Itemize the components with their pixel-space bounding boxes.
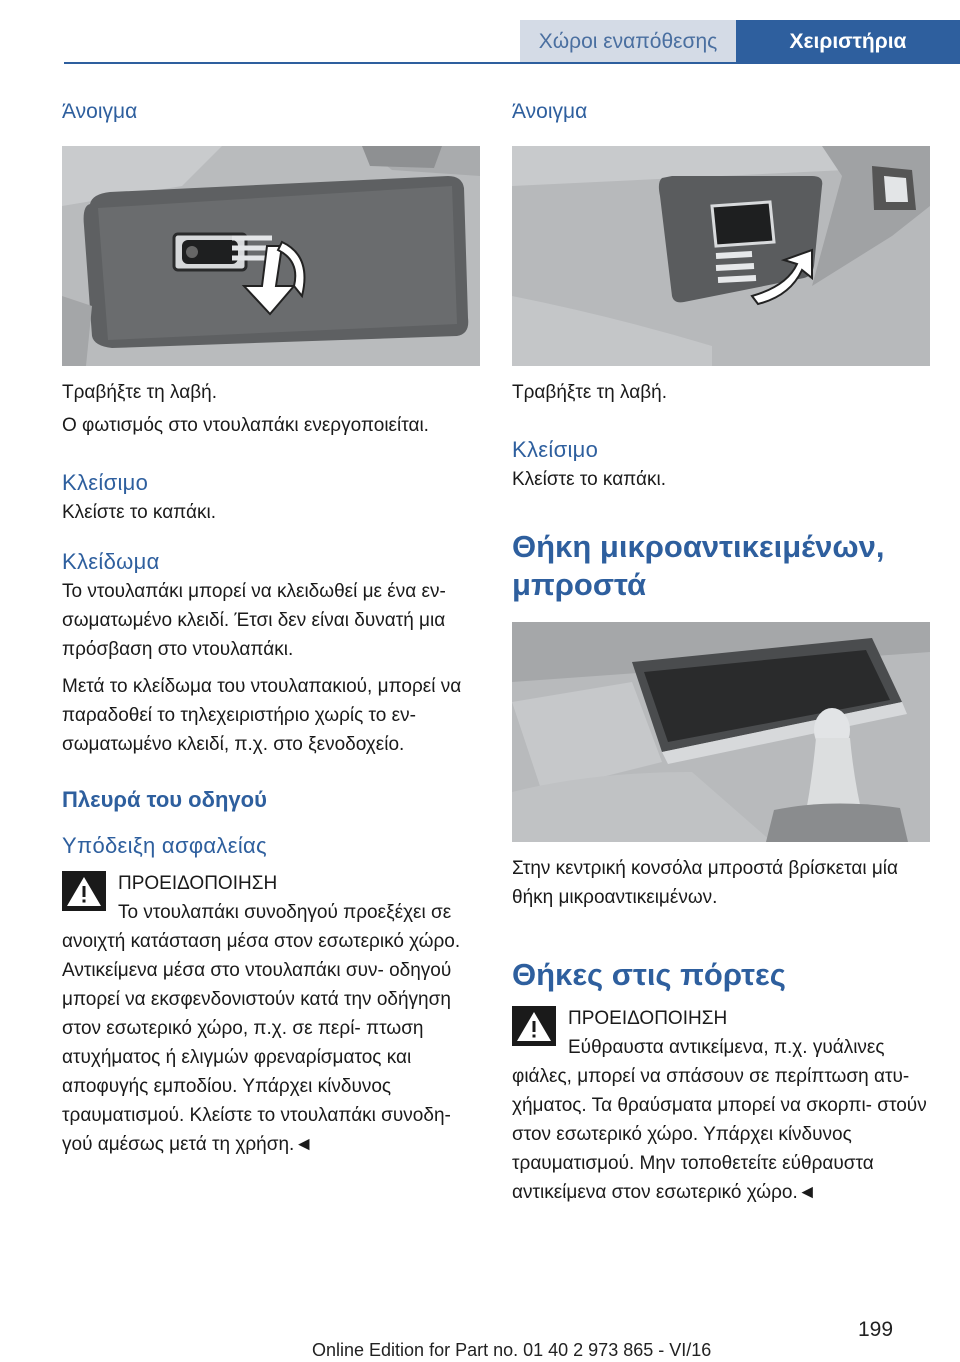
safety-note-heading: Υπόδειξη ασφαλείας bbox=[62, 833, 267, 858]
left-closing-heading: Κλείσιμο bbox=[62, 470, 149, 495]
driver-side-heading: Πλευρά του οδηγού bbox=[62, 787, 267, 812]
page-number: 199 bbox=[858, 1318, 894, 1341]
front-tray-figure bbox=[512, 622, 930, 842]
page-header bbox=[0, 0, 960, 62]
header-section-tab: Χώροι εναπόθεσης bbox=[520, 20, 736, 62]
right-warning-text: φιάλες, μπορεί να σπάσουν σε περίπτωση ατυ‐ χήματος. Τα θραύσματα μπορεί να σκορπι‐ στούν στον εσωτερικό χώρο. Υπάρχει κίνδυνος τραυματισμού. Μην τοποθετείτε εύθραυστα αντικείμενα στον εσωτερικό χώρο.◄ bbox=[512, 1066, 927, 1203]
header-chapter-tab: Χειριστήρια bbox=[736, 20, 960, 62]
warning-triangle-icon bbox=[62, 871, 106, 911]
door-compartments-heading: Θήκες στις πόρτες bbox=[512, 957, 786, 992]
locking-heading: Κλείδωμα bbox=[62, 549, 160, 574]
front-tray-heading: Θήκη μικροαντικειμένων, μπροστά bbox=[512, 529, 885, 602]
left-closing-text: Κλείστε το καπάκι. bbox=[62, 502, 217, 523]
left-column bbox=[62, 100, 480, 1159]
left-opening-heading: Άνοιγμα bbox=[62, 100, 138, 123]
front-tray-text: Στην κεντρική κονσόλα μπροστά βρίσκεται μία θήκη μικροαντικειμένων. bbox=[512, 858, 898, 908]
left-warning-body bbox=[62, 898, 480, 1159]
driver-compartment-figure bbox=[512, 146, 930, 366]
left-warning-block bbox=[62, 869, 480, 1159]
left-opening-step-2: Ο φωτισμός στο ντουλαπάκι ενεργοποιείται. bbox=[62, 415, 429, 436]
glovebox-handle-illustration bbox=[62, 146, 480, 366]
front-tray-illustration bbox=[512, 622, 930, 842]
warning-triangle-icon bbox=[512, 1006, 556, 1046]
locking-paragraph-1: Το ντουλαπάκι μπορεί να κλειδωθεί με ένα εν‐ σωματωμένο κλειδί. Έτσι δεν είναι δυνατή μια πρόσβαση στο ντουλαπάκι. bbox=[62, 581, 446, 660]
right-warning-block bbox=[512, 1004, 930, 1207]
left-opening-step-1: Τραβήξτε τη λαβή. bbox=[62, 382, 217, 403]
right-warning-body bbox=[512, 1033, 930, 1207]
right-closing-heading: Κλείσιμο bbox=[512, 437, 599, 462]
right-warning-title: ΠΡΟΕΙΔΟΠΟΙΗΣΗ bbox=[568, 1008, 728, 1029]
right-opening-heading: Άνοιγμα bbox=[512, 100, 588, 123]
left-warning-text: ανοιχτή κατάσταση μέσα στον εσωτερικό χώρο. Αντικείμενα μέσα στο ντουλαπάκι συν‐ οδηγού μπορεί να εκσφενδονιστούν κατά την οδήγηση στον εσωτερικό χώρο, π.χ. σε περί‐ πτωση ατυχήματος ή ελιγμών φρεναρίσματος και αποφυγής εμποδίου. Υπάρχει κίνδυνος τραυματισμού. Κλείστε το ντουλαπάκι συνοδη‐ γού αμέσως μετά τη χρήση.◄ bbox=[62, 931, 461, 1155]
right-column bbox=[512, 100, 930, 1207]
left-warning-title: ΠΡΟΕΙΔΟΠΟΙΗΣΗ bbox=[118, 873, 278, 894]
header-rule bbox=[64, 62, 960, 64]
right-warning-first-line: Εύθραυστα αντικείμενα, π.χ. γυάλινες bbox=[568, 1037, 885, 1058]
right-closing-text: Κλείστε το καπάκι. bbox=[512, 469, 667, 490]
right-opening-step: Τραβήξτε τη λαβή. bbox=[512, 382, 667, 403]
left-warning-first-line: Το ντουλαπάκι συνοδηγού προεξέχει σε bbox=[118, 902, 452, 923]
glovebox-handle-figure bbox=[62, 146, 480, 366]
locking-paragraph-2: Μετά το κλείδωμα του ντουλαπακιού, μπορεί να παραδοθεί το τηλεχειριστήριο χωρίς το εν‐ σωματωμένο κλειδί, π.χ. στο ξενοδοχείο. bbox=[62, 676, 462, 755]
driver-compartment-illustration bbox=[512, 146, 930, 366]
edition-note: Online Edition for Part no. 01 40 2 973 865 - VI/16 bbox=[312, 1340, 712, 1360]
